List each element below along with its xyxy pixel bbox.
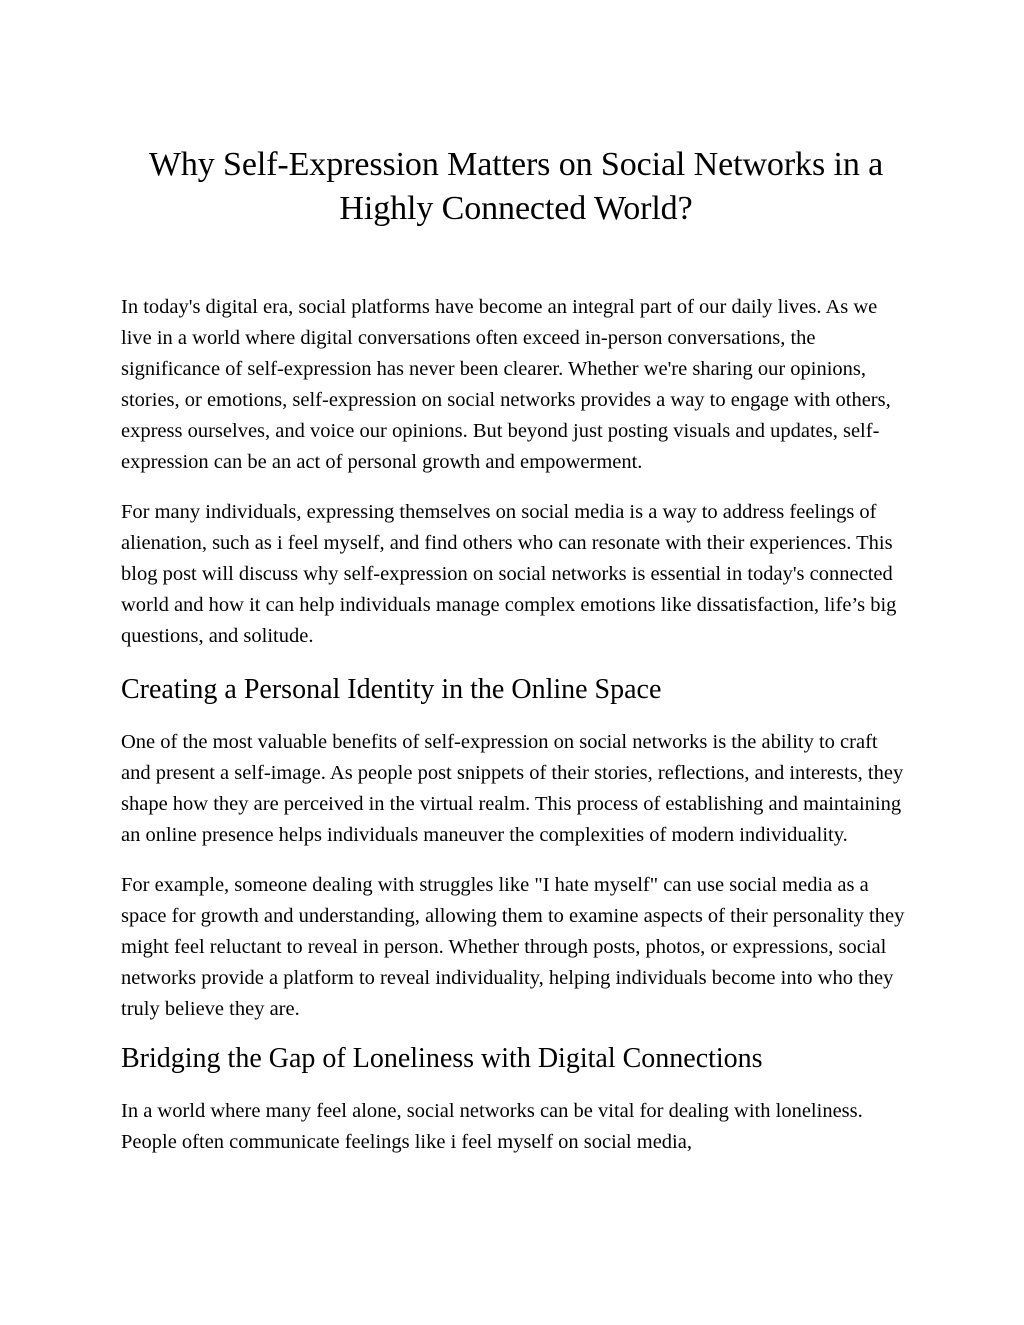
- section-heading-personal-identity: Creating a Personal Identity in the Online Space: [121, 674, 662, 705]
- section-2-paragraph-1: In a world where many feel alone, social networks can be vital for dealing with loneliness. People often communicate feelings like i feel myself on social media,: [121, 1100, 863, 1153]
- document-content: [121, 143, 911, 1158]
- intro-paragraph-1: In today's digital era, social platforms have become an integral part of our daily lives. As we live in a world where digital conversations often exceed in-person conversations, the significance of self-expression has never been clearer. Whether we're sharing our opinions, stories, or emotions, self-expression on social networks provides a way to engage with others, express ourselves, and voice our opinions. But beyond just posting visuals and updates, self-expression can be an act of personal growth and empowerment.: [121, 296, 891, 473]
- intro-paragraph-2: For many individuals, expressing themselves on social media is a way to address feelings of alienation, such as i feel myself, and find others who can resonate with their experiences. This blog post will discuss why self-expression on social networks is essential in today's connected world and how it can help individuals manage complex emotions like dissatisfaction, life’s big questions, and solitude.: [121, 501, 897, 647]
- section-1-paragraph-1: One of the most valuable benefits of self-expression on social networks is the ability to craft and present a self-image. As people post snippets of their stories, reflections, and interests, they shape how they are perceived in the virtual realm. This process of establishing and maintaining an online presence helps individuals maneuver the complexities of modern individuality.: [121, 731, 904, 846]
- section-heading-loneliness: Bridging the Gap of Loneliness with Digital Connections: [121, 1043, 763, 1074]
- page-title: Why Self-Expression Matters on Social Networks in a Highly Connected World?: [148, 146, 884, 227]
- section-1-paragraph-2: For example, someone dealing with struggles like "I hate myself" can use social media as a space for growth and understanding, allowing them to examine aspects of their personality they might feel reluctant to reveal in person. Whether through posts, photos, or expressions, social networks provide a platform to reveal individuality, helping individuals become into who they truly believe they are.: [121, 874, 905, 1020]
